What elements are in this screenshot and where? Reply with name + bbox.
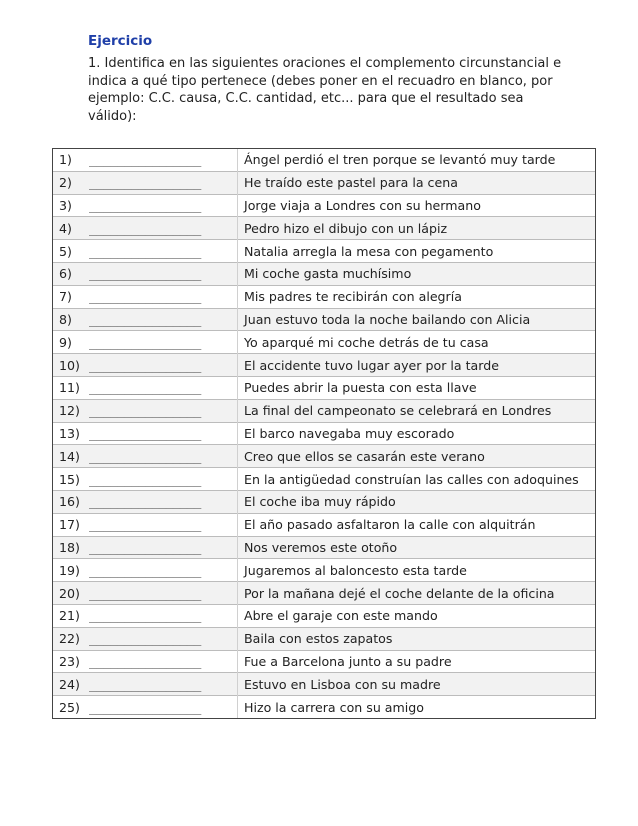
item-sentence: Puedes abrir la puesta con esta llave: [238, 376, 596, 399]
answer-blank-cell: [85, 650, 238, 673]
item-number: 9): [53, 331, 86, 354]
item-number: 19): [53, 559, 86, 582]
item-number: 8): [53, 308, 86, 331]
answer-blank-cell: [85, 149, 238, 172]
answer-blank[interactable]: ________________: [89, 676, 201, 692]
item-number: 23): [53, 650, 86, 673]
exercise-row: [53, 217, 596, 240]
exercise-row: [53, 559, 596, 582]
answer-blank-cell: [85, 376, 238, 399]
answer-blank-cell: [85, 422, 238, 445]
item-number: 6): [53, 262, 86, 285]
item-number: 17): [53, 513, 86, 536]
exercise-row: [53, 331, 596, 354]
item-sentence: Jugaremos al baloncesto esta tarde: [238, 559, 596, 582]
answer-blank[interactable]: ________________: [89, 608, 201, 624]
answer-blank[interactable]: ________________: [89, 197, 201, 213]
item-number: 1): [53, 149, 86, 172]
exercise-row: [53, 627, 596, 650]
item-sentence: Creo que ellos se casarán este verano: [238, 445, 596, 468]
answer-blank-cell: [85, 194, 238, 217]
exercise-row: [53, 604, 596, 627]
item-number: 12): [53, 399, 86, 422]
answer-blank[interactable]: ________________: [89, 494, 201, 510]
exercise-row: [53, 582, 596, 605]
answer-blank-cell: [85, 490, 238, 513]
answer-blank-cell: [85, 468, 238, 491]
exercise-row: [53, 536, 596, 559]
answer-blank[interactable]: ________________: [89, 311, 201, 327]
exercise-row: [53, 673, 596, 696]
exercise-row: [53, 194, 596, 217]
item-number: 2): [53, 171, 86, 194]
exercise-row: [53, 468, 596, 491]
answer-blank[interactable]: ________________: [89, 266, 201, 282]
item-sentence: El accidente tuvo lugar ayer por la tarde: [238, 354, 596, 377]
answer-blank-cell: [85, 171, 238, 194]
answer-blank[interactable]: ________________: [89, 425, 201, 441]
item-number: 11): [53, 376, 86, 399]
exercise-instructions: 1. Identifica en las siguientes oraciones el complemento circunstancial e indica a qué tipo pertenece (debes poner en el recuadro en blanco, por ejemplo: C.C. causa, C.C. cantidad, etc... para que el resultado sea válido):: [88, 56, 562, 124]
answer-blank[interactable]: ________________: [89, 243, 201, 259]
exercise-row: [53, 490, 596, 513]
answer-blank[interactable]: ________________: [89, 448, 201, 464]
item-sentence: Por la mañana dejé el coche delante de la oficina: [238, 582, 596, 605]
item-number: 14): [53, 445, 86, 468]
item-number: 18): [53, 536, 86, 559]
item-sentence: Pedro hizo el dibujo con un lápiz: [238, 217, 596, 240]
item-sentence: Mis padres te recibirán con alegría: [238, 285, 596, 308]
item-number: 25): [53, 696, 86, 719]
item-sentence: Natalia arregla la mesa con pegamento: [238, 240, 596, 263]
exercise-row: [53, 513, 596, 536]
item-number: 20): [53, 582, 86, 605]
item-sentence: Abre el garaje con este mando: [238, 604, 596, 627]
item-sentence: El coche iba muy rápido: [238, 490, 596, 513]
item-sentence: Nos veremos este otoño: [238, 536, 596, 559]
exercise-row: [53, 308, 596, 331]
exercise-row: [53, 262, 596, 285]
answer-blank-cell: [85, 308, 238, 331]
exercise-row: [53, 376, 596, 399]
exercise-row: [53, 422, 596, 445]
answer-blank[interactable]: ________________: [89, 562, 201, 578]
answer-blank-cell: [85, 262, 238, 285]
answer-blank[interactable]: ________________: [89, 357, 201, 373]
answer-blank-cell: [85, 673, 238, 696]
exercise-title: Ejercicio: [88, 33, 153, 49]
item-sentence: Jorge viaja a Londres con su hermano: [238, 194, 596, 217]
answer-blank[interactable]: ________________: [89, 653, 201, 669]
answer-blank-cell: [85, 285, 238, 308]
item-number: 4): [53, 217, 86, 240]
item-number: 21): [53, 604, 86, 627]
answer-blank[interactable]: ________________: [89, 403, 201, 419]
item-sentence: La final del campeonato se celebrará en Londres: [238, 399, 596, 422]
answer-blank[interactable]: ________________: [89, 471, 201, 487]
item-number: 15): [53, 468, 86, 491]
item-number: 24): [53, 673, 86, 696]
item-sentence: Yo aparqué mi coche detrás de tu casa: [238, 331, 596, 354]
answer-blank-cell: [85, 240, 238, 263]
answer-blank[interactable]: ________________: [89, 539, 201, 555]
item-number: 3): [53, 194, 86, 217]
answer-blank-cell: [85, 331, 238, 354]
answer-blank-cell: [85, 559, 238, 582]
item-number: 10): [53, 354, 86, 377]
answer-blank-cell: [85, 399, 238, 422]
answer-blank[interactable]: ________________: [89, 585, 201, 601]
item-number: 13): [53, 422, 86, 445]
answer-blank-cell: [85, 604, 238, 627]
answer-blank-cell: [85, 696, 238, 719]
item-sentence: Ángel perdió el tren porque se levantó muy tarde: [238, 149, 596, 172]
item-sentence: En la antigüedad construían las calles con adoquines: [238, 468, 596, 491]
answer-blank[interactable]: ________________: [89, 334, 201, 350]
item-number: 22): [53, 627, 86, 650]
answer-blank-cell: [85, 354, 238, 377]
answer-blank-cell: [85, 536, 238, 559]
answer-blank[interactable]: ________________: [89, 175, 201, 191]
item-sentence: Hizo la carrera con su amigo: [238, 696, 596, 719]
item-number: 5): [53, 240, 86, 263]
exercise-row: [53, 399, 596, 422]
item-sentence: Mi coche gasta muchísimo: [238, 262, 596, 285]
answer-blank[interactable]: ________________: [89, 220, 201, 236]
answer-blank-cell: [85, 627, 238, 650]
answer-blank[interactable]: ________________: [89, 631, 201, 647]
item-number: 7): [53, 285, 86, 308]
answer-blank[interactable]: ________________: [89, 380, 201, 396]
exercise-row: [53, 354, 596, 377]
exercise-row: [53, 240, 596, 263]
item-sentence: Baila con estos zapatos: [238, 627, 596, 650]
exercise-row: [53, 285, 596, 308]
item-sentence: Estuvo en Lisboa con su madre: [238, 673, 596, 696]
item-sentence: El barco navegaba muy escorado: [238, 422, 596, 445]
exercise-row: [53, 171, 596, 194]
exercise-table: [52, 148, 596, 719]
exercise-row: [53, 650, 596, 673]
answer-blank-cell: [85, 445, 238, 468]
answer-blank-cell: [85, 217, 238, 240]
item-sentence: Fue a Barcelona junto a su padre: [238, 650, 596, 673]
exercise-row: [53, 696, 596, 719]
item-sentence: El año pasado asfaltaron la calle con alquitrán: [238, 513, 596, 536]
exercise-row: [53, 149, 596, 172]
item-sentence: Juan estuvo toda la noche bailando con Alicia: [238, 308, 596, 331]
answer-blank-cell: [85, 582, 238, 605]
answer-blank[interactable]: ________________: [89, 152, 201, 168]
exercise-row: [53, 445, 596, 468]
item-number: 16): [53, 490, 86, 513]
answer-blank[interactable]: ________________: [89, 289, 201, 305]
answer-blank[interactable]: ________________: [89, 699, 201, 715]
item-sentence: He traído este pastel para la cena: [238, 171, 596, 194]
answer-blank-cell: [85, 513, 238, 536]
answer-blank[interactable]: ________________: [89, 517, 201, 533]
